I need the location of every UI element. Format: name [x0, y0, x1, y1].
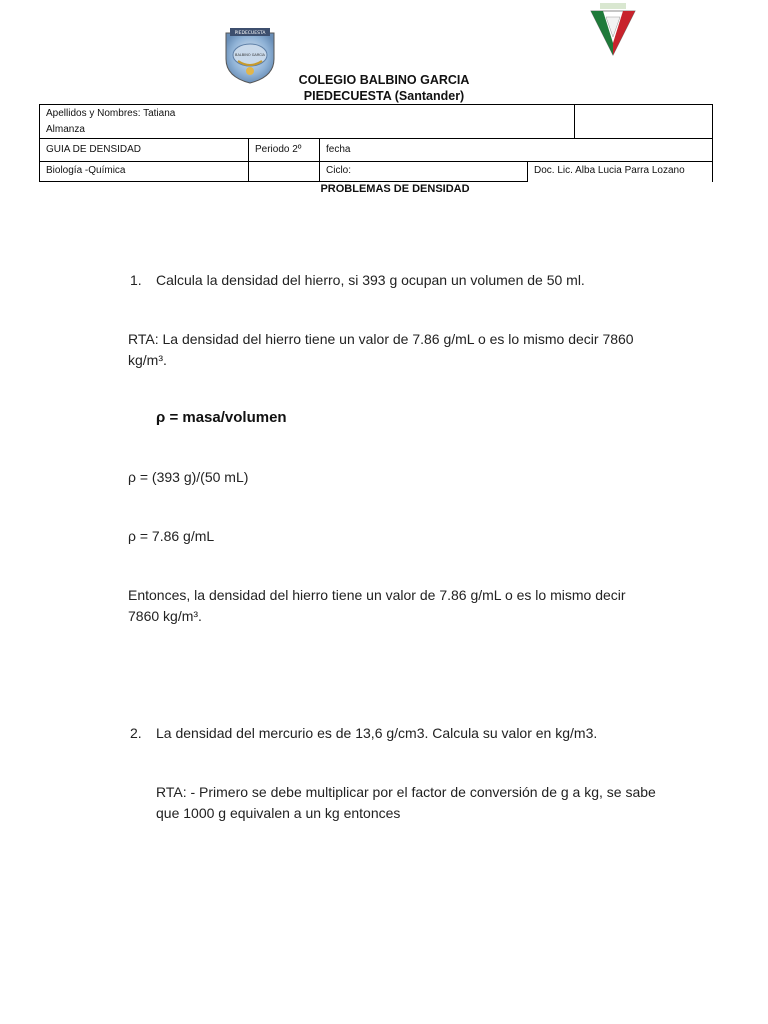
student-name-cell [39, 104, 575, 139]
guide-label: GUIA DE DENSIDAD [46, 144, 142, 155]
table-edge [712, 161, 713, 182]
problem-1-number: 1. [130, 272, 142, 288]
school-name: COLEGIO BALBINO GARCIA [298, 73, 470, 87]
guide-cell [39, 138, 249, 162]
problem-1-answer: RTA: La densidad del hierro tiene un valor de 7.86 g/mL o es lo mismo decir 7860 kg/m³. [128, 331, 634, 368]
document-title: PROBLEMAS DE DENSIDAD [320, 183, 470, 195]
date-label: fecha [326, 144, 351, 155]
teacher-label: Doc. Lic. Alba Lucia Parra Lozano [534, 165, 685, 176]
period-label: Periodo 2º [255, 144, 302, 155]
problem-2-number: 2. [130, 725, 142, 741]
student-name-value-1: Tatiana [143, 108, 176, 119]
subject-label: Biología -Química [46, 165, 126, 176]
empty-cell [248, 161, 320, 182]
date-cell [319, 138, 713, 162]
blank-cell [574, 104, 713, 139]
subject-cell [39, 161, 249, 182]
student-name-label: Apellidos y Nombres: [46, 108, 141, 119]
problem-1-conclusion: Entonces, la densidad del hierro tiene un valor de 7.86 g/mL o es lo mismo decir 7860 kg/m³. [128, 587, 626, 624]
density-step-1: ρ = (393 g)/(50 mL) [128, 469, 249, 485]
school-shield-logo [588, 3, 638, 59]
period-cell [248, 138, 320, 162]
student-name-value-2: Almanza [46, 124, 85, 135]
cycle-cell [319, 161, 528, 182]
school-city: PIEDECUESTA (Santander) [303, 89, 465, 103]
logo-left-subtext: BALBINO GARCIA [235, 53, 265, 57]
cycle-label: Ciclo: [326, 165, 352, 176]
density-step-2: ρ = 7.86 g/mL [128, 528, 215, 544]
problem-2-answer: RTA: - Primero se debe multiplicar por el factor de conversión de g a kg, se sabe que 1000 g equivalen a un kg entonces [156, 784, 656, 821]
problem-1-question: Calcula la densidad del hierro, si 393 g ocupan un volumen de 50 ml. [156, 272, 585, 288]
density-formula: ρ = masa/volumen [156, 409, 287, 426]
logo-left-text: PIEDECUESTA [234, 31, 266, 36]
problem-2-question: La densidad del mercurio es de 13,6 g/cm3. Calcula su valor en kg/m3. [156, 725, 598, 741]
teacher-cell [527, 161, 713, 182]
